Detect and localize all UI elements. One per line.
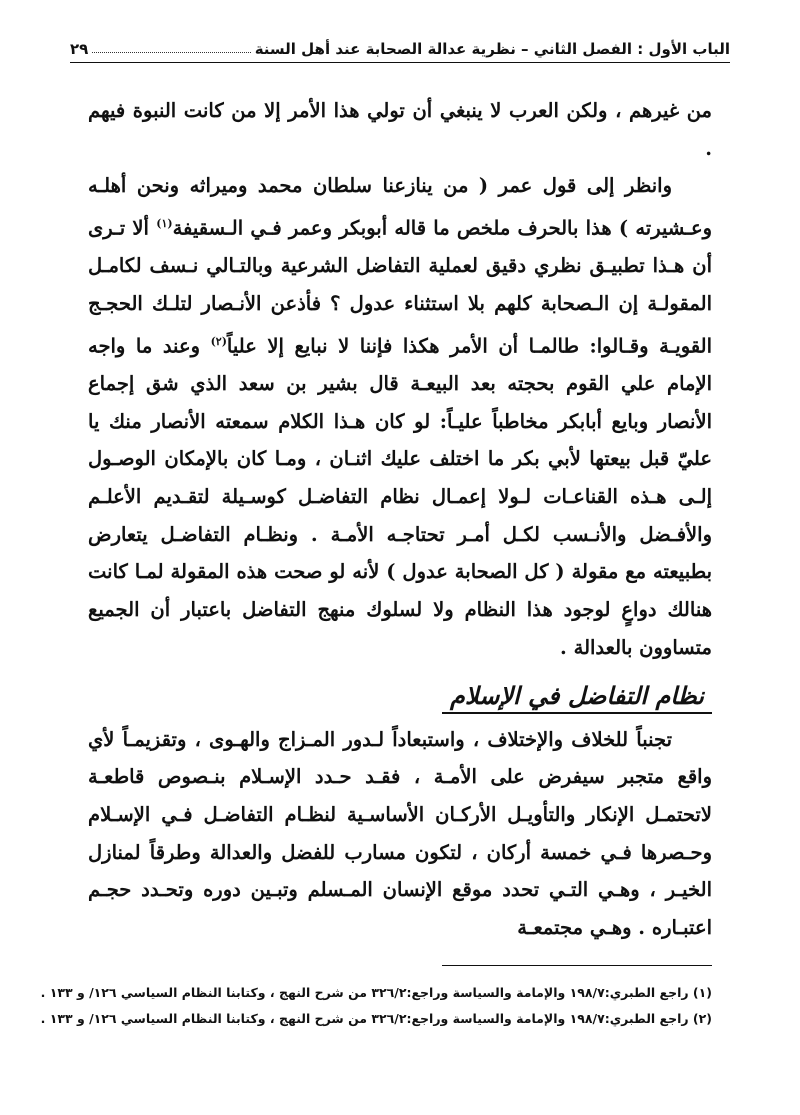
footnote-rule (442, 965, 712, 966)
header-dot-leader (92, 52, 250, 53)
footnote-ref-2: (٢) (210, 334, 227, 348)
paragraph-2-part-1: وانظر إلى قول عمر ( من ينازعنا سلطان محمد وميراثه ونحن أهلـه وعـشيرته ) هذا بالحرف ملخص ما قاله أبوبكر وعمر فـي الـسقيفة (88, 174, 713, 240)
footnote-2: (٢) راجع الطبري:١٩٨/٧ والإمامة والسياسة وراجع:٣٢٦/٢ من شرح النهج ، وكتابنا النظام السياسي ١٢٦/ و ١٣٣ . (40, 1011, 712, 1026)
section-heading (88, 673, 712, 719)
paragraph-2-part-2: ألا تـرى أن هـذا تطبيـق نظري دقيق لعملية التفاضل الشرعية وبالتـالي نـسف لكامـل المقولـة إن الـصحابة كلهم بلا استثناء عدول ؟ فأذعن الأنـصار لتلـك الحجـج القويـة وقـالوا: طالمـا أن الأمر هكذا فإننا لا نبايع إلا علياً (88, 216, 712, 358)
footnote-1: (١) راجع الطبري:١٩٨/٧ والإمامة والسياسة وراجع:٣٢٦/٢ من شرح النهج ، وكتابنا النظام السياسي ١٢٦/ و ١٣٣ . (40, 985, 712, 1000)
paragraph-2 (88, 167, 712, 666)
paragraph-2-part-3: وعند ما واجه الإمام علي القوم بحجته بعد البيعـة قال بشير بن سعد الذي شق إجماع الأنصار وبايع أبابكر مخاطباً عليـاً: لو كان هـذا الكلام سمعته الأنصار منك يا عليّ قبل بيعتها لأبي بكر ما اختلف عليك اثنـان ، ومـا كان بالإمكان الوصـول إلـى هـذه القناعـات لـولا إعمـال نظام التفاضـل كوسـيلة لتقـديم الأعلـم والأفـضل والأنـسب لكـل أمـر تحتاجـه الأمـة . ونظـام التفاضـل يتعارض بطبيعته مع مقولة ( كل الصحابة عدول ) لأنه لو صحت هذه المقولة لمـا كانت هنالك دواعٍ لوجود هذا النظام ولا لسلوك منهج التفاضل باعتبار أن الجميع متساوون بالعدالة . (88, 334, 712, 659)
body-text (88, 92, 712, 947)
header-rule (70, 62, 730, 63)
footnote-ref-1: (١) (156, 217, 173, 231)
paragraph-1: من غيرهم ، ولكن العرب لا ينبغي أن تولي هذا الأمر إلا من كانت النبوة فيهم . (88, 99, 712, 160)
running-header (70, 32, 730, 58)
paragraph-3: تجنباً للخلاف والإختلاف ، واستبعاداً لـدور المـزاج والهـوى ، وتقزيمـاً لأي واقع متجبر سيفرض على الأمـة ، فقـد حـدد الإسـلام بنـصوص قاطعـة لاتحتمـل الإنكار والتأويـل الأركـان الأساسـية لنظـام التفاضـل فـي الإسـلام وحـصرها فـي خمسة أركان ، لتكون مسارب للفضل والعدالة وطرقاً لمنازل الخيـر ، وهـي التـي تحدد موقع الإنسان المـسلم وتبـين دوره وتحـدد حجـم اعتبـاره . وهـي مجتمعـة (88, 727, 712, 940)
footnotes (40, 980, 712, 1032)
page-number: ٢٩ (70, 40, 89, 58)
header-title: الباب الأول : الفصل الثاني – نظرية عدالة الصحابة عند أهل السنة (254, 40, 730, 58)
section-heading-text: نظام التفاضل في الإسلام (442, 681, 712, 714)
